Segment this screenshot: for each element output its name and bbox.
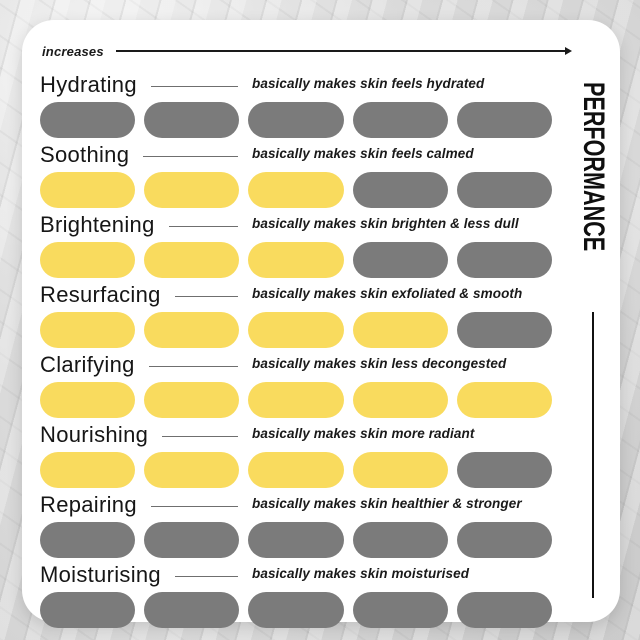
rating-pill-active	[40, 312, 135, 348]
rating-pill-inactive	[248, 102, 343, 138]
rating-pill-inactive	[144, 522, 239, 558]
pill-track	[40, 312, 552, 348]
rating-pill-inactive	[40, 522, 135, 558]
row-label: Clarifying	[40, 351, 135, 377]
rating-pill-active	[40, 452, 135, 488]
performance-axis-line	[592, 312, 594, 598]
pill-track	[40, 382, 552, 418]
performance-row	[40, 280, 552, 348]
row-label: Nourishing	[40, 421, 149, 447]
row-description: basically makes skin brighten & less dull	[252, 216, 519, 232]
row-connector-line	[162, 436, 238, 438]
rating-pill-inactive	[457, 172, 552, 208]
row-header	[40, 140, 552, 169]
row-connector-line	[175, 296, 238, 298]
row-description: basically makes skin exfoliated & smooth	[252, 286, 523, 302]
rating-pill-inactive	[457, 452, 552, 488]
arrow-head-icon	[565, 47, 572, 55]
increases-label: increases	[42, 43, 104, 59]
rating-pill-inactive	[40, 102, 135, 138]
rating-pill-active	[248, 242, 343, 278]
row-description: basically makes skin feels calmed	[252, 146, 474, 162]
rating-pill-inactive	[353, 522, 448, 558]
row-label: Moisturising	[40, 561, 161, 587]
rating-pill-inactive	[353, 592, 448, 628]
rating-pill-inactive	[144, 102, 239, 138]
rating-pill-active	[353, 382, 448, 418]
row-header	[40, 70, 552, 99]
performance-row	[40, 350, 552, 418]
row-label: Hydrating	[40, 71, 137, 97]
increases-arrow-line	[116, 50, 565, 52]
rating-pill-active	[144, 242, 239, 278]
rating-pill-active	[40, 172, 135, 208]
rating-pill-inactive	[457, 592, 552, 628]
row-header	[40, 210, 552, 239]
performance-row	[40, 420, 552, 488]
row-description: basically makes skin more radiant	[252, 426, 475, 442]
row-header	[40, 420, 552, 449]
performance-row	[40, 140, 552, 208]
pill-track	[40, 592, 552, 628]
row-description: basically makes skin less decongested	[252, 356, 507, 372]
rating-pill-active	[248, 452, 343, 488]
rating-pill-active	[144, 172, 239, 208]
row-connector-line	[151, 86, 238, 88]
increases-arrow	[42, 40, 572, 62]
row-connector-line	[169, 226, 238, 228]
pill-track	[40, 242, 552, 278]
row-label: Soothing	[40, 141, 130, 167]
row-connector-line	[143, 156, 238, 158]
performance-row	[40, 560, 552, 628]
rating-pill-inactive	[457, 242, 552, 278]
performance-row	[40, 210, 552, 278]
rating-pill-inactive	[248, 522, 343, 558]
row-header	[40, 350, 552, 379]
rating-pill-active	[353, 312, 448, 348]
rating-pill-active	[144, 382, 239, 418]
performance-axis-label: PERFORMANCE	[577, 82, 610, 252]
row-header	[40, 280, 552, 309]
pill-track	[40, 172, 552, 208]
rating-pill-active	[40, 242, 135, 278]
rating-pill-inactive	[457, 522, 552, 558]
row-description: basically makes skin feels hydrated	[252, 76, 485, 92]
row-label: Brightening	[40, 211, 155, 237]
rating-pill-active	[248, 172, 343, 208]
performance-row	[40, 70, 552, 138]
rating-pill-active	[144, 452, 239, 488]
rating-pill-active	[248, 312, 343, 348]
row-label: Resurfacing	[40, 281, 161, 307]
rows	[40, 70, 552, 628]
rating-pill-inactive	[353, 242, 448, 278]
rating-pill-inactive	[144, 592, 239, 628]
row-description: basically makes skin healthier & stronger	[252, 496, 522, 512]
rating-pill-active	[353, 452, 448, 488]
pill-track	[40, 102, 552, 138]
pill-track	[40, 452, 552, 488]
row-connector-line	[175, 576, 238, 578]
rating-pill-inactive	[353, 102, 448, 138]
rating-pill-inactive	[457, 102, 552, 138]
row-connector-line	[151, 506, 238, 508]
rating-pill-inactive	[457, 312, 552, 348]
rating-pill-inactive	[40, 592, 135, 628]
rating-pill-inactive	[248, 592, 343, 628]
row-description: basically makes skin moisturised	[252, 566, 470, 582]
row-header	[40, 490, 552, 519]
pill-track	[40, 522, 552, 558]
rating-pill-active	[40, 382, 135, 418]
rating-pill-active	[457, 382, 552, 418]
rating-pill-active	[144, 312, 239, 348]
row-header	[40, 560, 552, 589]
row-connector-line	[149, 366, 238, 368]
rating-pill-active	[248, 382, 343, 418]
row-label: Repairing	[40, 491, 137, 517]
performance-row	[40, 490, 552, 558]
rating-pill-inactive	[353, 172, 448, 208]
performance-card	[22, 20, 620, 622]
